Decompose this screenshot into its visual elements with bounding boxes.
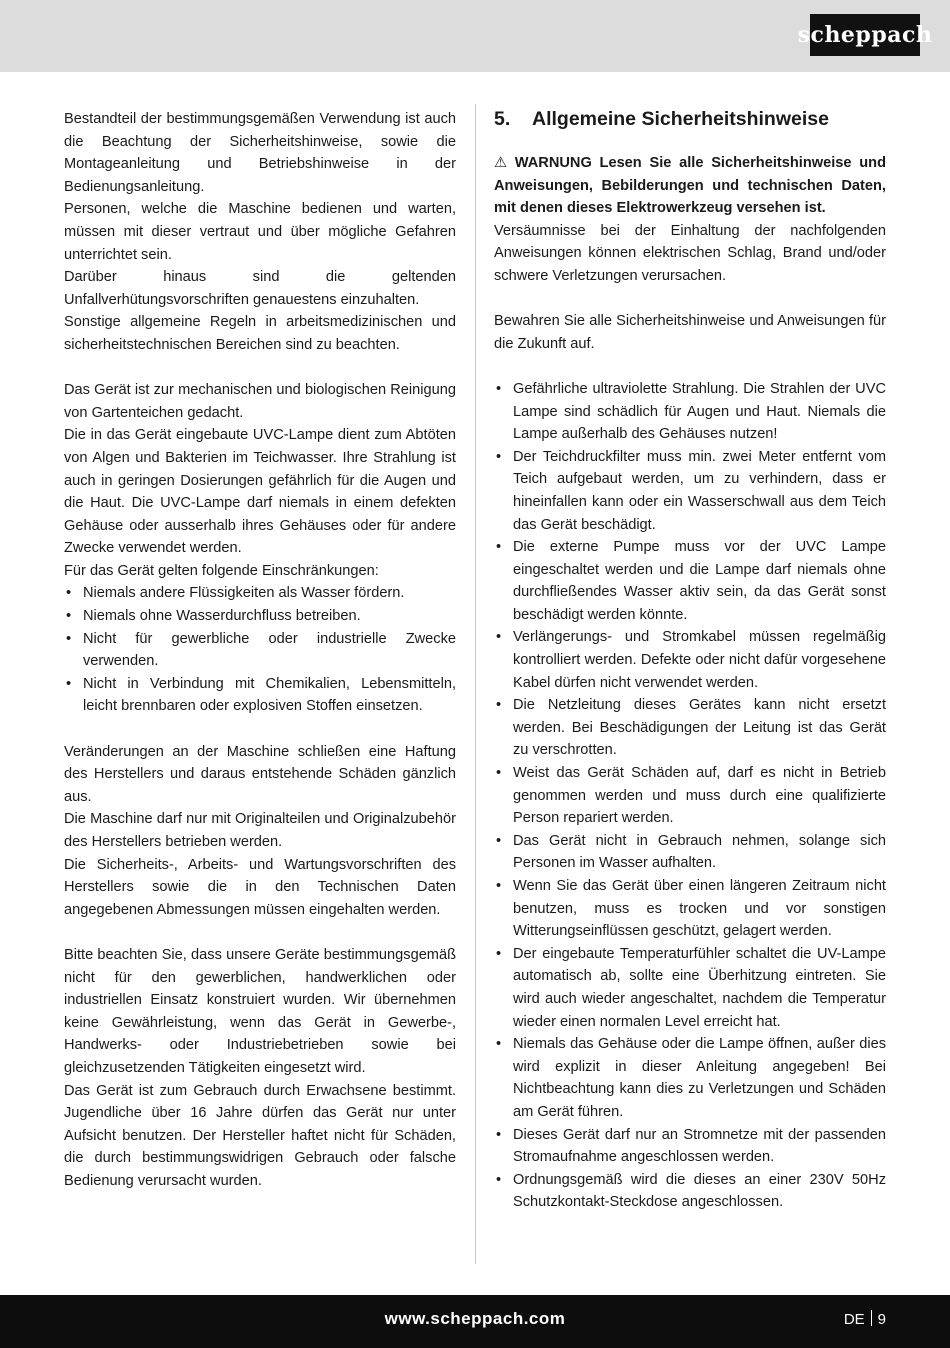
list-item: • Niemals andere Flüssigkeiten als Wasser fördern. <box>66 585 405 602</box>
warning-notice: ⚠ WARNUNG Lesen Sie alle Sicherheitshinweise und Anweisungen, Bebilderungen und technischen Daten, mit denen dieses Elektrowerkzeug versehen ist. <box>494 155 886 217</box>
list-item: • Verlängerungs- und Stromkabel müssen regelmäßig kontrolliert werden. Defekte oder nicht dafür vorgesehene Kabel dürfen nicht verwendet werden. <box>496 629 886 691</box>
warning-triangle-icon: ⚠ <box>494 155 511 171</box>
left-column <box>64 108 456 1193</box>
list-item: • Das Gerät nicht in Gebrauch nehmen, solange sich Personen im Wasser aufhalten. <box>496 832 886 872</box>
list-item: • Die Netzleitung dieses Gerätes kann nicht ersetzt werden. Bei Beschädigungen der Leitung ist das Gerät zu verschrotten. <box>496 697 886 759</box>
list-item: • Dieses Gerät darf nur an Stromnetze mit der passenden Stromaufnahme angeschlossen werden. <box>496 1126 886 1166</box>
list-item: • Wenn Sie das Gerät über einen längeren Zeitraum nicht benutzen, muss es trocken und vor sonstigen Witterungseinflüssen geschützt, gelagert werden. <box>496 878 886 940</box>
list-item: • Nicht für gewerbliche oder industrielle Zwecke verwenden. <box>66 630 456 670</box>
list-item: • Niemals das Gehäuse oder die Lampe öffnen, außer dies wird explizit in dieser Anleitung angegeben! Bei Nichtbeachtung kann dies zu Verletzungen und Schäden am Gerät führen. <box>496 1036 886 1120</box>
list-item: • Weist das Gerät Schäden auf, darf es nicht in Betrieb genommen werden und muss durch eine qualifizierte Person repariert werden. <box>496 765 886 827</box>
section-number: 5. <box>494 108 511 130</box>
list-item: • Die externe Pumpe muss vor der UVC Lampe eingeschaltet werden und die Lampe darf niemals ohne durchfließendes Wasser aktiv sein, da das Gerät sonst beschädigt werden könnte. <box>496 539 886 623</box>
safety-list <box>494 378 886 1214</box>
paragraph: Bewahren Sie alle Sicherheitshinweise und Anweisungen für die Zukunft auf. <box>494 313 886 352</box>
list-item: • Der Teichdruckfilter muss min. zwei Meter entfernt vom Teich aufgebaut werden, um zu verhindern, dass er hineinfallen kann oder ein Wasserschwall aus dem Teich das Gerät beschädigt. <box>496 448 886 533</box>
paragraph: Veränderungen an der Maschine schließen eine Haftung des Herstellers und daraus entstehende Schäden gänzlich aus. <box>64 743 456 805</box>
section-title: Allgemeine Sicherheitshinweise <box>532 108 829 130</box>
paragraph: Für das Gerät gelten folgende Einschränkungen: <box>64 562 379 579</box>
list-item: • Gefährliche ultraviolette Strahlung. Die Strahlen der UVC Lampe sind schädlich für Augen und Haut. Niemals die Lampe außerhalb des Gehäuses nutzen! <box>496 380 886 443</box>
paragraph: Darüber hinaus sind die geltenden Unfallverhütungsvorschriften genauestens einzuhalten. <box>64 269 456 308</box>
paragraph: Versäumnisse bei der Einhaltung der nachfolgenden Anweisungen können elektrischen Schlag, Brand und/oder schwere Verletzungen verursachen. <box>494 222 886 284</box>
paragraph: Bitte beachten Sie, dass unsere Geräte bestimmungsgemäß nicht für den gewerblichen, handwerklichen oder industriellen Einsatz konstruiert wurden. Wir übernehmen keine Gewährleistung, wenn das Gerät in Gewerbe-, Handwerks- oder Industriebetrieben sowie bei gleichzusetzenden Tätigkeiten eingesetzt wird. <box>64 946 456 1076</box>
paragraph: Die in das Gerät eingebaute UVC-Lampe dient zum Abtöten von Algen und Bakterien im Teichwasser. Ihre Strahlung ist auch in geringen Dosierungen gefährlich für die Augen und die Haut. Die UVC-Lampe darf niemals in einem defekten Gehäuse oder ausserhalb ihres Gehäuses oder für andere Zwecke verwendet werden. <box>64 427 456 557</box>
brand-logo: scheppach <box>810 14 920 56</box>
paragraph: Bestandteil der bestimmungsgemäßen Verwendung ist auch die Beachtung der Sicherheitshinweise, sowie die Montageanleitung und Betriebshinweise in der Bedienungsanleitung. <box>64 111 456 195</box>
column-divider <box>475 104 476 1264</box>
paragraph: Die Maschine darf nur mit Originalteilen und Originalzubehör des Herstellers betrieben werden. <box>64 811 456 850</box>
language-code: DE <box>843 1311 865 1328</box>
page-header <box>0 0 950 72</box>
paragraph: Das Gerät ist zur mechanischen und biologischen Reinigung von Gartenteichen gedacht. <box>64 382 456 421</box>
list-item: • Nicht in Verbindung mit Chemikalien, Lebensmitteln, leicht brennbaren oder explosiven Stoffen einsetzen. <box>66 675 456 715</box>
page-number <box>844 1310 886 1328</box>
section-heading <box>494 106 886 132</box>
website-link[interactable]: www.scheppach.com <box>384 1309 566 1328</box>
list-item: • Der eingebaute Temperaturfühler schaltet die UV-Lampe automatisch ab, sollte eine Überhitzung eintreten. Sie wird auch wieder angeschaltet, nachdem die Temperatur wieder einen normalen Level erreicht hat. <box>496 945 886 1030</box>
paragraph: Das Gerät ist zum Gebrauch durch Erwachsene bestimmt. Jugendliche über 16 Jahre dürfen das Gerät nur unter Aufsicht benutzen. Der Hersteller haftet nicht für Schäden, die durch bestimmungswidrigen Gebrauch oder falsche Bedienung verursacht wurden. <box>64 1082 456 1189</box>
page-footer <box>0 1295 950 1348</box>
list-item: • Ordnungsgemäß wird die dieses an einer 230V 50Hz Schutzkontakt-Steckdose angeschlossen. <box>496 1171 886 1211</box>
restrictions-list <box>64 582 456 718</box>
page-number-value: 9 <box>877 1311 886 1328</box>
right-column <box>494 108 886 1214</box>
list-item: • Niemals ohne Wasserdurchfluss betreiben. <box>66 608 361 625</box>
paragraph: Sonstige allgemeine Regeln in arbeitsmedizinischen und sicherheitstechnischen Bereichen sind zu beachten. <box>64 314 456 353</box>
paragraph: Die Sicherheits-, Arbeits- und Wartungsvorschriften des Herstellers sowie die in den Technischen Daten angegebenen Abmessungen müssen eingehalten werden. <box>64 856 456 918</box>
paragraph: Personen, welche die Maschine bedienen und warten, müssen mit dieser vertraut und über mögliche Gefahren unterrichtet sein. <box>64 201 456 263</box>
